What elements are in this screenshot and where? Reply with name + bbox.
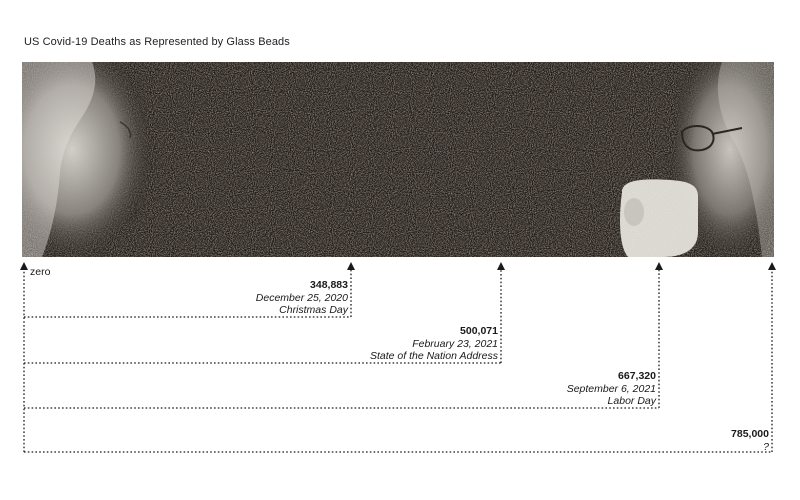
- zero-label: zero: [30, 266, 51, 278]
- marker-date: February 23, 2021: [412, 337, 498, 350]
- marker-count: 785,000: [731, 428, 769, 440]
- arrow-up-icon: [655, 262, 663, 270]
- arrow-up-icon: [20, 262, 28, 270]
- marker-date: September 6, 2021: [566, 382, 656, 395]
- arrow-up-icon: [497, 262, 505, 270]
- marker-date: December 25, 2020: [255, 291, 348, 304]
- marker-count: 667,320: [618, 370, 656, 382]
- marker-label-state-address: [370, 325, 498, 363]
- marker-event: Labor Day: [607, 395, 656, 407]
- arrow-up-icon: [768, 262, 776, 270]
- marker-label-christmas: [256, 279, 348, 317]
- marker-count: 500,071: [460, 325, 498, 337]
- marker-count: 348,883: [310, 279, 348, 291]
- marker-event: State of the Nation Address: [369, 350, 498, 362]
- arrow-up-icon: [347, 262, 355, 270]
- marker-label-future: [731, 428, 769, 453]
- chart-title: US Covid-19 Deaths as Represented by Glass Beads: [24, 36, 290, 48]
- marker-event: Christmas Day: [279, 304, 348, 316]
- marker-date: ?: [763, 440, 769, 453]
- marker-label-labor-day: [567, 370, 656, 408]
